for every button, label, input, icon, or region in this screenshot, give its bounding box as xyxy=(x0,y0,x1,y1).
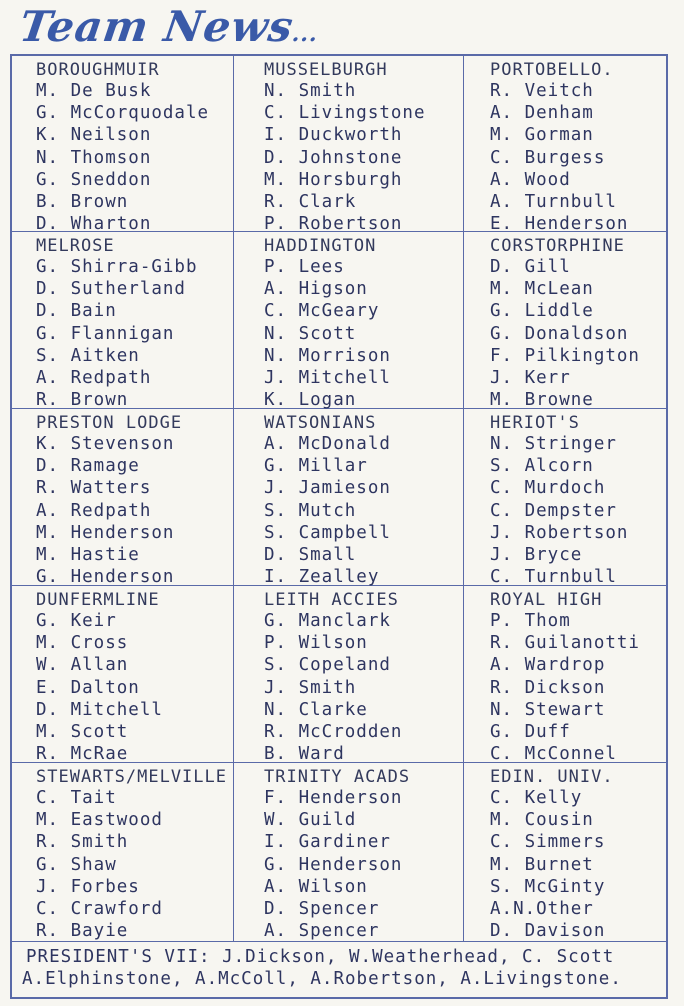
player-name: M. De Busk xyxy=(36,81,152,101)
player-name: S. Aitken xyxy=(36,345,140,366)
player-name: C. Dempster xyxy=(490,500,617,521)
team-block xyxy=(12,56,234,235)
player-name: S. Alcorn xyxy=(490,456,594,477)
player-name: B. Ward xyxy=(264,744,345,765)
team-name: PRESTON LODGE xyxy=(36,413,183,433)
player-name: D. Sutherland xyxy=(36,279,186,300)
team-block xyxy=(464,763,666,941)
team-name: PORTOBELLO. xyxy=(490,60,614,80)
player-name: G. Shirra-Gibb xyxy=(36,257,198,277)
player-name: A.N.Other xyxy=(490,898,594,919)
player-name: N. Stewart xyxy=(490,699,606,720)
player-name: C. McConnel xyxy=(490,744,617,765)
player-name: A. Turnbull xyxy=(490,191,617,212)
team-row xyxy=(12,56,666,235)
player-name: J. Kerr xyxy=(490,367,571,388)
player-name: D. Johnstone xyxy=(264,147,403,168)
player-name: S. McGinty xyxy=(490,876,606,897)
team-row xyxy=(12,586,666,763)
player-name: R. McRae xyxy=(36,744,129,765)
team-block xyxy=(12,763,234,941)
team-name: HERIOT'S xyxy=(490,413,580,433)
team-block xyxy=(12,409,234,588)
player-name: F. Pilkington xyxy=(490,345,640,366)
player-name: M. Cross xyxy=(36,633,129,654)
team-name: BOROUGHMUIR xyxy=(36,60,160,80)
player-name: S. Mutch xyxy=(264,500,357,521)
player-name: M. Browne xyxy=(490,390,594,411)
team-name: EDIN. UNIV. xyxy=(490,767,614,787)
player-name: M. McLean xyxy=(490,279,594,300)
team-name: DUNFERMLINE xyxy=(36,590,160,610)
player-name: A. Redpath xyxy=(36,500,152,521)
team-block xyxy=(234,586,464,765)
title-suffix: ... xyxy=(290,21,321,47)
player-name: A. Wood xyxy=(490,169,571,190)
player-name: G. Henderson xyxy=(264,854,403,875)
team-name: TRINITY ACADS xyxy=(264,767,411,787)
player-name: D. Spencer xyxy=(264,898,380,919)
player-name: N. Morrison xyxy=(264,345,391,366)
presidents-line-2: A.Elphinstone, A.McColl, A.Robertson, A.Livingstone. xyxy=(22,969,622,989)
player-name: C. Murdoch xyxy=(490,478,606,499)
player-name: M. Scott xyxy=(36,721,129,742)
player-name: D. Bain xyxy=(36,301,117,322)
player-name: K. Neilson xyxy=(36,125,152,146)
player-name: C. Tait xyxy=(36,788,117,808)
player-name: D. Ramage xyxy=(36,456,140,477)
player-name: G. McCorquodale xyxy=(36,103,210,124)
team-name: MUSSELBURGH xyxy=(264,60,388,80)
player-name: R. Clark xyxy=(264,191,357,212)
team-block xyxy=(234,409,464,588)
player-name: W. Guild xyxy=(264,810,357,831)
player-name: R. Watters xyxy=(36,478,152,499)
team-block xyxy=(464,409,666,588)
player-name: C. Livingstone xyxy=(264,103,426,124)
player-name: D. Mitchell xyxy=(36,699,163,720)
player-name: N. Thomson xyxy=(36,147,152,168)
player-name: G. Keir xyxy=(36,611,117,631)
player-name: N. Stringer xyxy=(490,434,617,454)
player-name: P. Robertson xyxy=(264,214,403,235)
team-row xyxy=(12,409,666,586)
player-name: I. Zealley xyxy=(264,567,380,588)
team-block xyxy=(12,232,234,411)
player-name: I. Duckworth xyxy=(264,125,403,146)
player-name: C. Simmers xyxy=(490,832,606,853)
player-name: N. Smith xyxy=(264,81,357,101)
player-name: E. Henderson xyxy=(490,214,629,235)
team-block xyxy=(464,56,666,235)
player-name: D. Wharton xyxy=(36,214,152,235)
player-name: D. Davison xyxy=(490,921,606,942)
player-name: G. Henderson xyxy=(36,567,175,588)
team-row xyxy=(12,763,666,942)
player-name: J. Smith xyxy=(264,677,357,698)
presidents-seven xyxy=(12,942,666,990)
player-name: J. Mitchell xyxy=(264,367,391,388)
player-name: G. Flannigan xyxy=(36,323,175,344)
team-row xyxy=(12,232,666,409)
team-block xyxy=(464,232,666,411)
player-name: J. Jamieson xyxy=(264,478,391,499)
player-name: G. Millar xyxy=(264,456,368,477)
player-name: M. Burnet xyxy=(490,854,594,875)
team-block xyxy=(234,763,464,941)
team-name: CORSTORPHINE xyxy=(490,236,625,256)
player-name: S. Copeland xyxy=(264,655,391,676)
player-name: G. Shaw xyxy=(36,854,117,875)
player-name: D. Small xyxy=(264,544,357,565)
team-name: ROYAL HIGH xyxy=(490,590,603,610)
player-name: A. Denham xyxy=(490,103,594,124)
player-name: N. Scott xyxy=(264,323,357,344)
player-name: R. Guilanotti xyxy=(490,633,640,654)
player-name: J. Robertson xyxy=(490,522,629,543)
player-name: A. Redpath xyxy=(36,367,152,388)
team-name: STEWARTS/MELVILLE xyxy=(36,767,227,787)
title-text: Team News xyxy=(16,2,297,51)
player-name: K. Logan xyxy=(264,390,357,411)
player-name: A. Higson xyxy=(264,279,368,300)
player-name: C. McGeary xyxy=(264,301,380,322)
player-name: R. Brown xyxy=(36,390,129,411)
page-title xyxy=(17,2,323,51)
player-name: G. Duff xyxy=(490,721,571,742)
player-name: A. McDonald xyxy=(264,434,391,454)
player-name: G. Manclark xyxy=(264,611,391,631)
player-name: W. Allan xyxy=(36,655,129,676)
team-name: WATSONIANS xyxy=(264,413,377,433)
player-name: A. Spencer xyxy=(264,921,380,942)
team-block xyxy=(12,586,234,765)
team-block xyxy=(234,56,464,235)
player-name: J. Forbes xyxy=(36,876,140,897)
team-name: HADDINGTON xyxy=(264,236,377,256)
team-block xyxy=(234,232,464,411)
player-name: M. Gorman xyxy=(490,125,594,146)
player-name: M. Eastwood xyxy=(36,810,163,831)
player-name: G. Donaldson xyxy=(490,323,629,344)
player-name: F. Henderson xyxy=(264,788,403,808)
team-name: MELROSE xyxy=(36,236,115,256)
player-name: R. Smith xyxy=(36,832,129,853)
player-name: M. Hastie xyxy=(36,544,140,565)
player-name: M. Cousin xyxy=(490,810,594,831)
player-name: J. Bryce xyxy=(490,544,583,565)
team-grid xyxy=(12,56,666,942)
player-name: G. Sneddon xyxy=(36,169,152,190)
presidents-line-1: PRESIDENT'S VII: J.Dickson, W.Weatherhead, C. Scott xyxy=(26,947,615,967)
team-news-frame xyxy=(10,54,668,999)
player-name: R. Bayie xyxy=(36,921,129,942)
player-name: P. Thom xyxy=(490,611,571,631)
player-name: D. Gill xyxy=(490,257,571,277)
player-name: A. Wilson xyxy=(264,876,368,897)
player-name: B. Brown xyxy=(36,191,129,212)
player-name: S. Campbell xyxy=(264,522,391,543)
player-name: M. Henderson xyxy=(36,522,175,543)
team-block xyxy=(464,586,666,765)
player-name: P. Wilson xyxy=(264,633,368,654)
player-name: A. Wardrop xyxy=(490,655,606,676)
player-name: G. Liddle xyxy=(490,301,594,322)
player-name: R. McCrodden xyxy=(264,721,403,742)
player-name: N. Clarke xyxy=(264,699,368,720)
player-name: C. Burgess xyxy=(490,147,606,168)
player-name: P. Lees xyxy=(264,257,345,277)
player-name: I. Gardiner xyxy=(264,832,391,853)
player-name: K. Stevenson xyxy=(36,434,175,454)
player-name: C. Turnbull xyxy=(490,567,617,588)
player-name: R. Veitch xyxy=(490,81,594,101)
player-name: C. Crawford xyxy=(36,898,163,919)
player-name: E. Dalton xyxy=(36,677,140,698)
player-name: C. Kelly xyxy=(490,788,583,808)
player-name: M. Horsburgh xyxy=(264,169,403,190)
player-name: R. Dickson xyxy=(490,677,606,698)
team-name: LEITH ACCIES xyxy=(264,590,399,610)
